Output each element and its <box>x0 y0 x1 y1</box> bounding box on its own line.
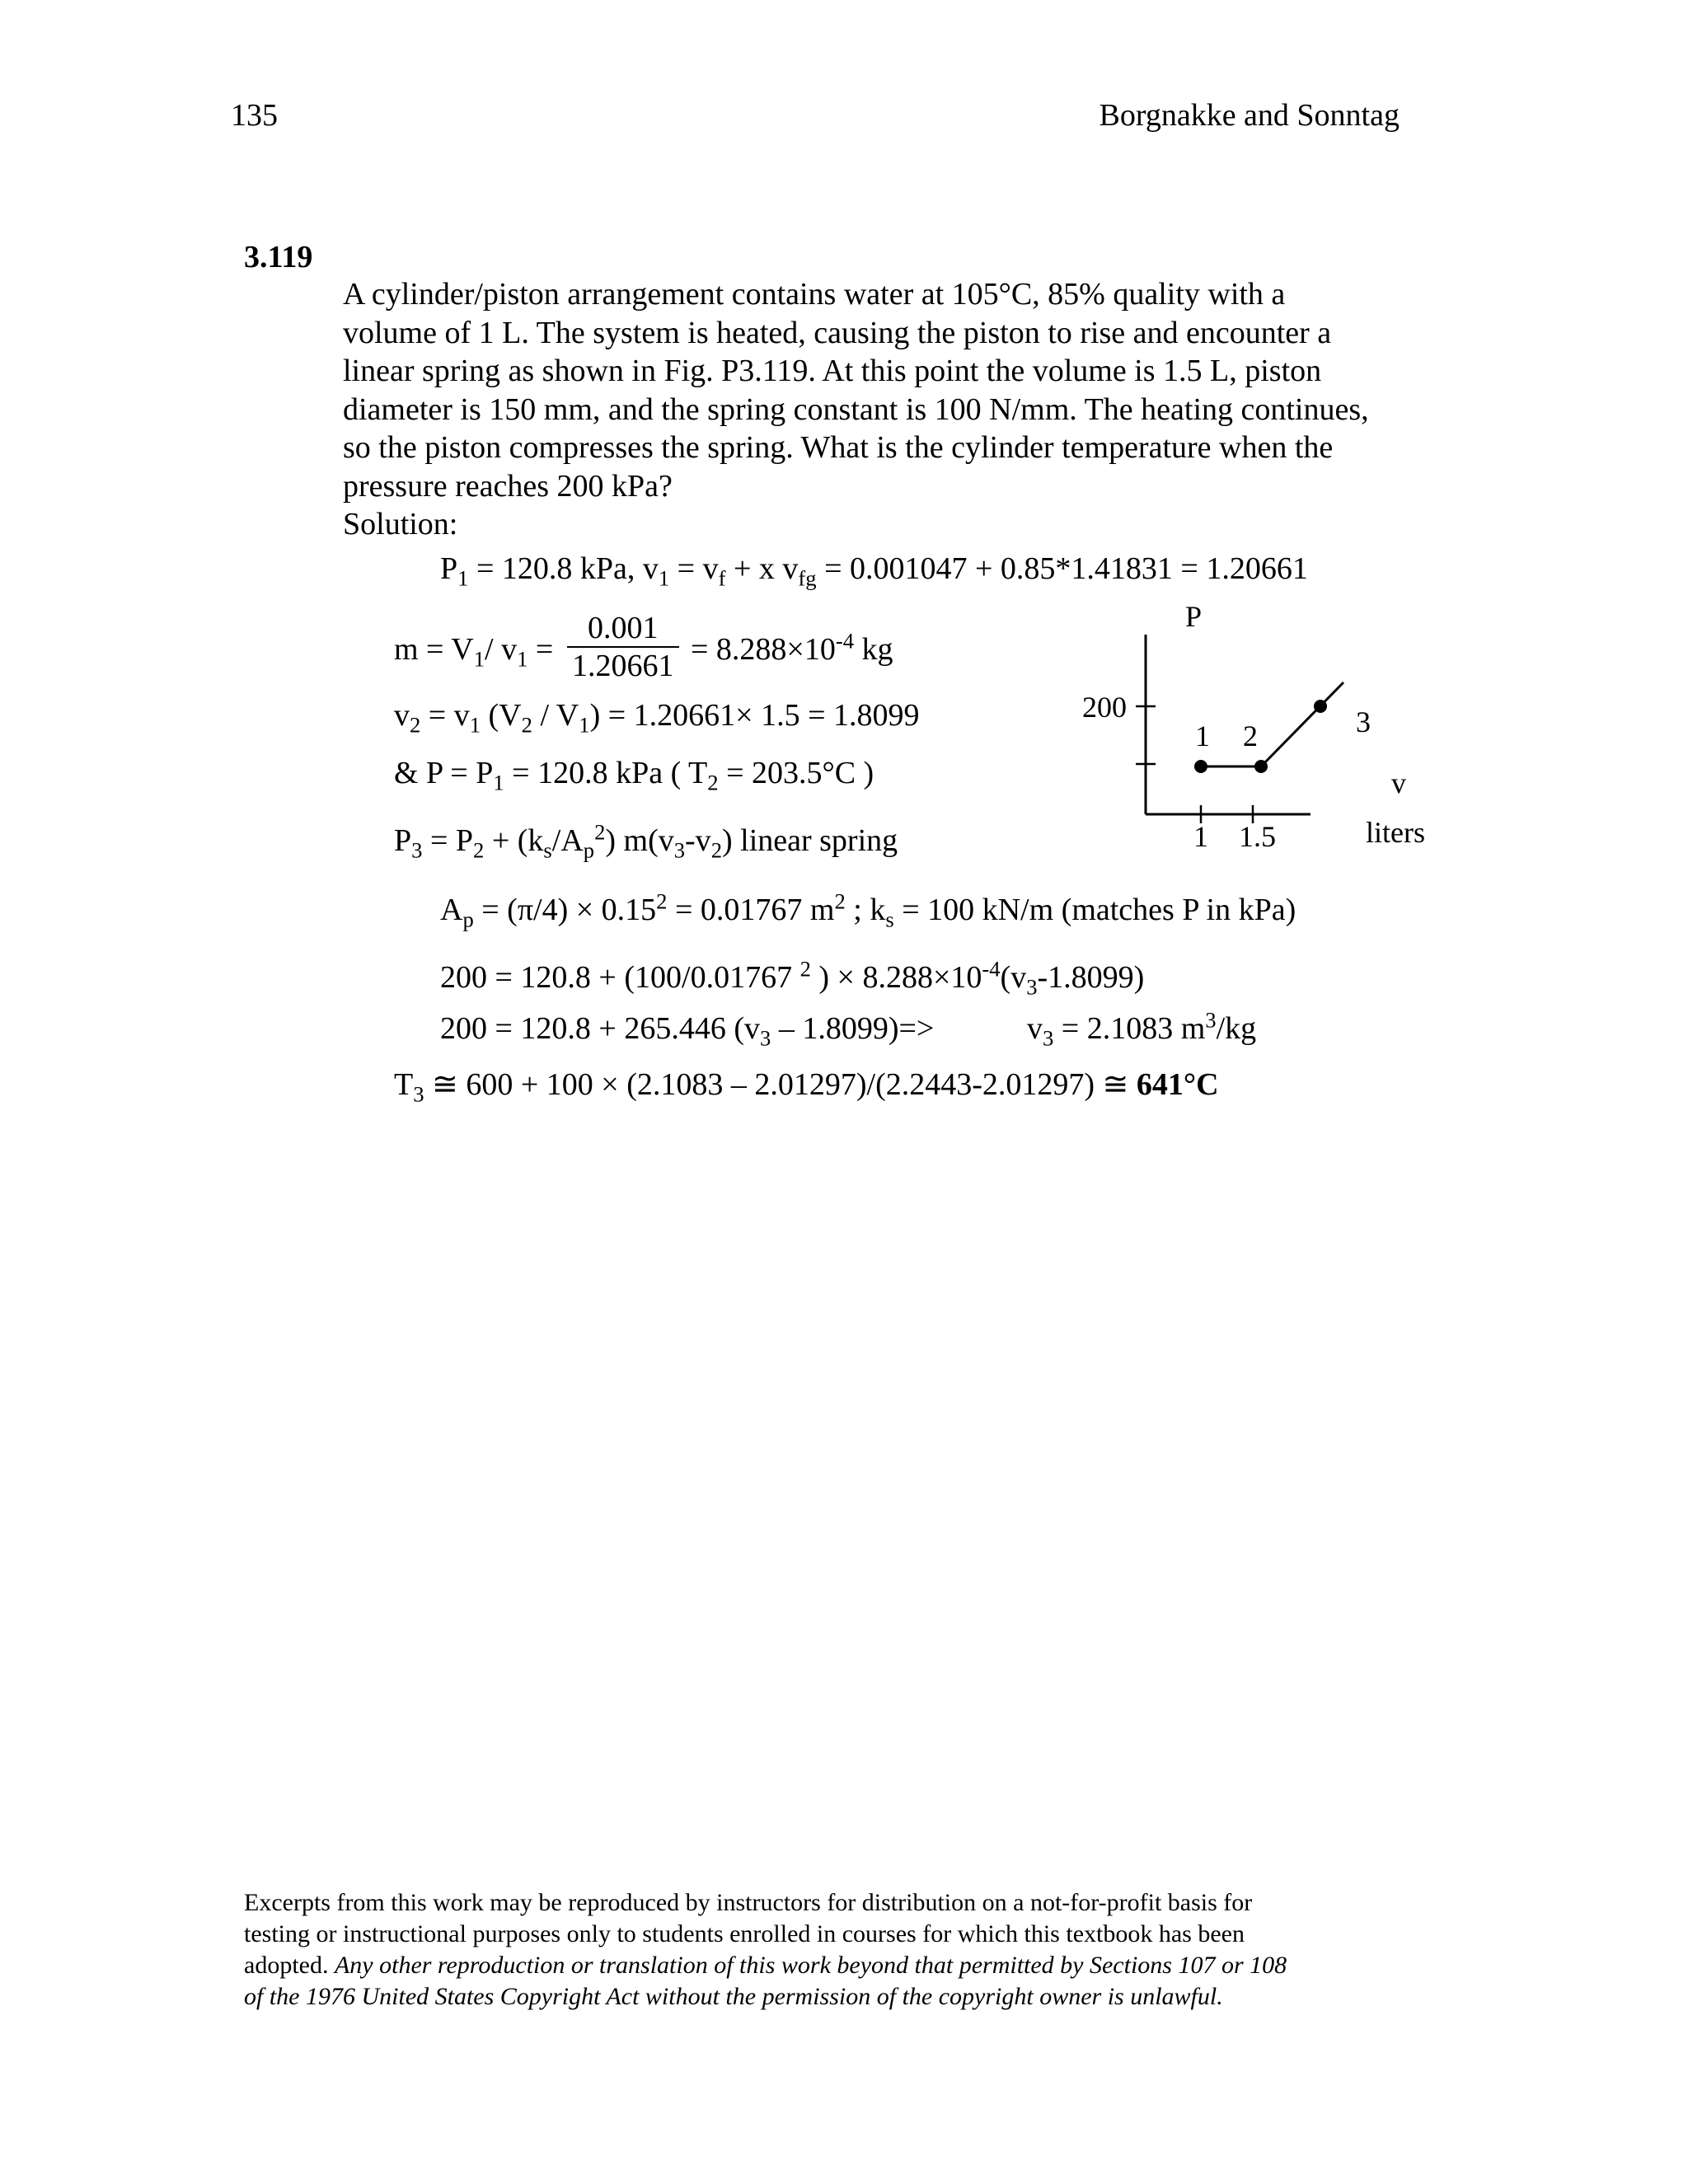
pv-diagram <box>1071 602 1451 874</box>
footer-line: Excerpts from this work may be reproduced by instructors for distribution on a not-for-profit basis for <box>244 1889 1253 1916</box>
fraction-denominator: 1.20661 <box>572 649 674 683</box>
problem-number: 3.119 <box>244 240 313 274</box>
problem-line: linear spring as shown in Fig. P3.119. At this point the volume is 1.5 L, piston <box>343 354 1322 388</box>
state-2-point <box>1254 760 1268 773</box>
equation-mass-lhs: $m = V_1/$ $v_1$ = <box>394 632 554 672</box>
equation-temperature: $T_3$ ≅ 600 + 100 × (2.1083 – 2.01297)/(2.2443-2.01297) ≅ 641°C <box>394 1067 1219 1107</box>
equation-v2: $v_2 = v_1$ $(V_2 / V_1) = 1.20661\times 1.5 = 1.8099$ <box>394 698 920 738</box>
state-1-point <box>1194 760 1207 773</box>
solution-label: Solution: <box>343 507 458 541</box>
problem-line: A cylinder/piston arrangement contains water at 105°C, 85% quality with a <box>343 277 1286 312</box>
state-3-point <box>1314 700 1327 713</box>
equation-state1: $P_1 = 120.8$ kPa, $v_1 = v_f + x$ $v_{fg} = 0.001047 + 0.85*1.41831 = 1.20661$ <box>440 551 1308 591</box>
problem-line: so the piston compresses the spring. What is the cylinder temperature when the <box>343 430 1334 465</box>
footer-line: of the 1976 United States Copyright Act without the permission of the copyright owner is unlawful. <box>244 1983 1223 2010</box>
equation-v3-result: $v_3 = 2.1083$ $m^3/kg$ <box>1027 1007 1257 1051</box>
equation-pressure-balance: 200 = 120.8 + (100/0.01767 $^2$ ) × $8.288\times 10^{-4}(v_3-1.8099)$ <box>440 956 1145 1000</box>
state-2-label: 2 <box>1243 719 1258 752</box>
v-tick-label-1: 1 <box>1193 820 1208 853</box>
state-1-label: 1 <box>1195 719 1210 752</box>
equation-mass-rhs: = $8.288\times 10^{-4}$ kg <box>691 628 893 667</box>
equation-v3-solve: 200 = 120.8 + 265.446 $(v_3 - 1.8099)=>$ <box>440 1011 935 1051</box>
footer-line: testing or instructional purposes only to students enrolled in courses for which this textbook has been <box>244 1920 1245 1947</box>
p-tick-label: 200 <box>1082 691 1127 724</box>
equation-state2: & $P = P_1 = 120.8$ kPa ( $T_2 = 203.5^\circ C$ ) <box>394 756 874 795</box>
page-number: 135 <box>231 98 278 133</box>
problem-line: volume of 1 L. The system is heated, causing the piston to rise and encounter a <box>343 315 1332 350</box>
problem-line: diameter is 150 mm, and the spring constant is 100 N/mm. The heating continues, <box>343 391 1369 427</box>
footer-line: adopted. Any other reproduction or translation of this work beyond that permitted by Sections 107 or 108 <box>244 1952 1287 1979</box>
unit-label: liters <box>1366 816 1425 849</box>
spring-line <box>1261 682 1343 766</box>
v-axis-label: v <box>1391 766 1406 799</box>
problem-statement <box>343 275 1369 544</box>
problem-line: pressure reaches 200 kPa? <box>343 468 673 504</box>
header-authors: Borgnakke and Sonntag <box>1099 98 1400 133</box>
fraction-numerator: 0.001 <box>567 610 679 648</box>
v-tick-label-1-5: 1.5 <box>1239 820 1276 853</box>
p-axis-label: P <box>1185 602 1203 633</box>
copyright-footer <box>244 1887 1287 2013</box>
state-3-label: 3 <box>1356 705 1371 738</box>
mass-fraction <box>567 610 679 684</box>
equation-area: $A_p = (\pi/4) \times 0.15^2 = 0.01767$ $m^2$ ; $k_s = 100$ kN/m (matches P in kPa) <box>440 888 1296 932</box>
final-answer: 641°C <box>1136 1067 1219 1102</box>
equation-spring: $P_3 = P_2 + (k_s/A_p^2)$ $m(v_3-v_2)$ linear spring <box>394 819 898 863</box>
